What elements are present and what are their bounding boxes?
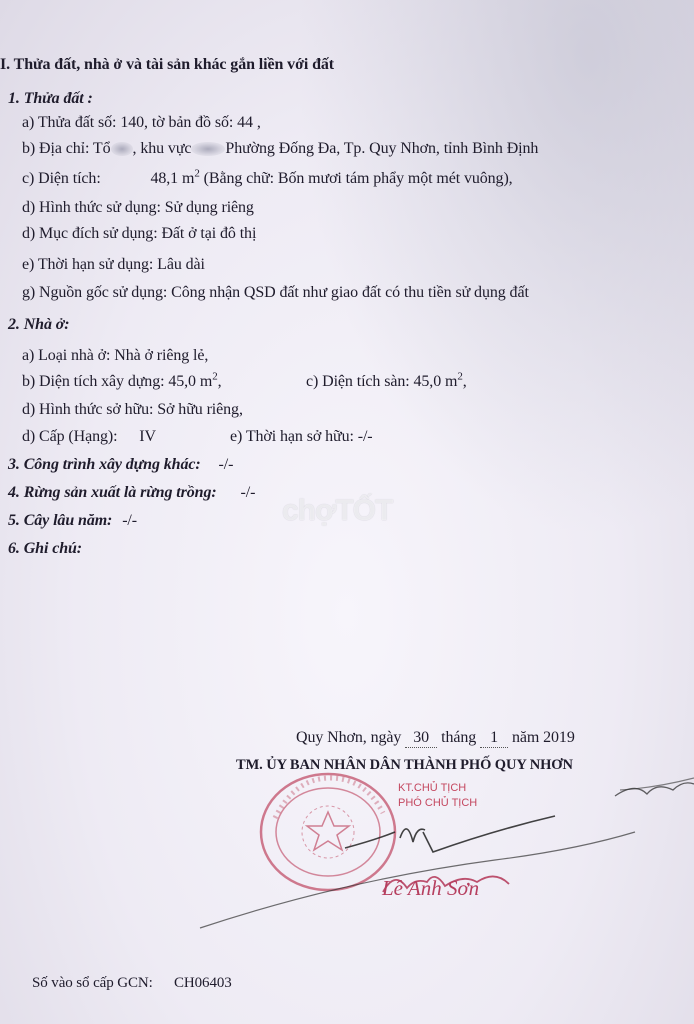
ownership-form-line: d) Hình thức sở hữu: Sở hữu riêng, [22, 401, 243, 418]
other-construction-line: 3. Công trình xây dựng khác: -/- [8, 456, 234, 473]
registration-line: Số vào sổ cấp GCN: CH06403 [32, 975, 232, 991]
issue-year: 2019 [543, 729, 575, 746]
issue-date-line: Quy Nhơn, ngày 30 tháng 1 năm 2019 [296, 729, 575, 746]
handwritten-signature-icon [195, 770, 694, 930]
issue-month: 1 [480, 729, 508, 748]
land-parcel-heading: 1. Thửa đất : [8, 90, 93, 107]
registration-number: CH06403 [174, 975, 232, 991]
ownership-term-line: e) Thời hạn sở hữu: -/- [230, 428, 373, 445]
deputy-chair-label: KT.CHỦ TỊCH [398, 782, 467, 794]
usage-origin-line: g) Nguồn gốc sử dụng: Công nhận QSD đất như giao đất có thu tiền sử dụng đất [22, 284, 529, 301]
vice-chairman-label: PHÓ CHỦ TỊCH [398, 797, 478, 809]
usage-purpose-line: d) Mục đích sử dụng: Đất ở tại đô thị [22, 225, 257, 242]
land-parcel-number: 140 [120, 114, 145, 131]
house-grade-line: d) Cấp (Hạng): IV [22, 428, 156, 445]
chotot-watermark: chợTỐT [282, 494, 393, 527]
house-grade-value: IV [139, 428, 156, 445]
redaction-blot [111, 142, 133, 156]
house-heading: 2. Nhà ở: [8, 316, 70, 333]
land-area-value: 48,1 m [150, 170, 195, 187]
usage-form-line: d) Hình thức sử dụng: Sử dụng riêng [22, 199, 254, 216]
redaction-blot [191, 142, 225, 156]
signer-name: Lê Anh Sơn [382, 876, 480, 900]
address-line: b) Địa chỉ: Tổ , khu vực Phường Đống Đa, Tp. Quy Nhơn, tỉnh Bình Định [22, 140, 539, 157]
house-type-line: a) Loại nhà ở: Nhà ở riêng lẻ, [22, 347, 209, 364]
land-area-line: c) Diện tích: 48,1 $m^2$ (Bằng chữ: Bốn mươi tám phẩy một mét vuông), [22, 167, 513, 187]
issue-day: 30 [405, 729, 437, 748]
issuing-authority: TM. ỦY BAN NHÂN DÂN THÀNH PHỐ QUY NHƠN [236, 757, 573, 773]
planted-forest-line: 4. Rừng sản xuất là rừng trồng: -/- [8, 484, 256, 501]
land-parcel-number-line: a) Thửa đất số: 140, tờ bản đồ số: 44 , [22, 114, 261, 131]
usage-term-line: e) Thời hạn sử dụng: Lâu dài [22, 256, 205, 273]
section-title: I. Thửa đất, nhà ở và tài sản khác gắn liền với đất [0, 56, 335, 73]
construction-area-line: b) Diện tích xây dựng: 45,0 $m^2$, [22, 370, 222, 390]
map-sheet-number: 44 [237, 114, 253, 131]
floor-area-line: c) Diện tích sàn: 45,0 $m^2$, [306, 370, 467, 390]
perennial-trees-line: 5. Cây lâu năm: -/- [8, 512, 138, 529]
notes-line: 6. Ghi chú: [8, 540, 83, 557]
